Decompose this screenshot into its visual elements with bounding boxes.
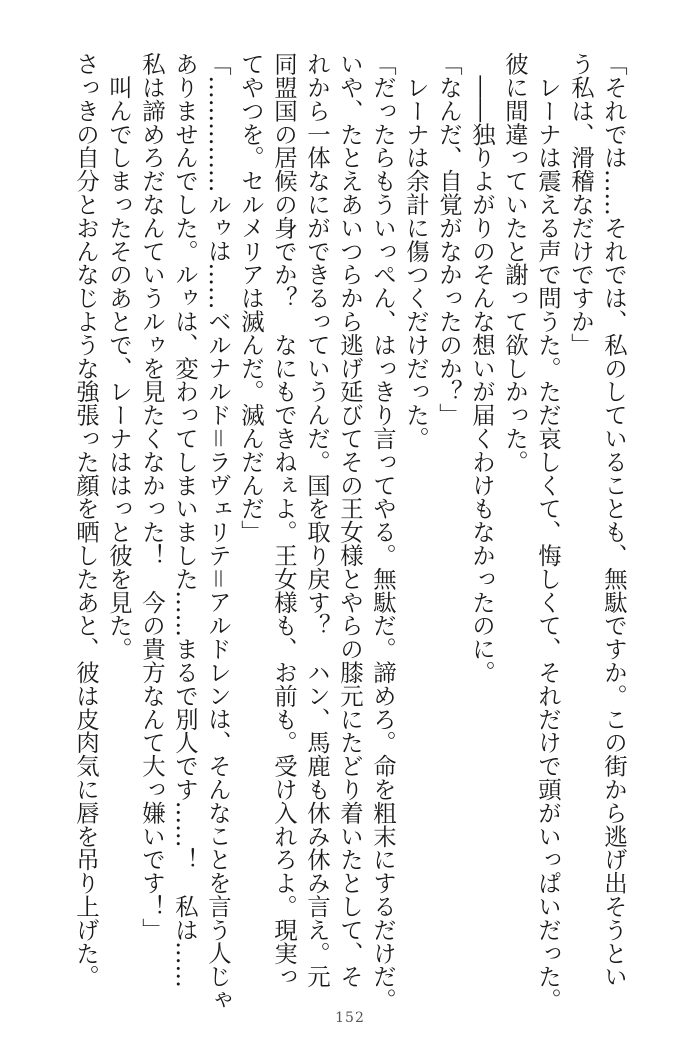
text-line-16: 叫んでしまったそのあとで、レーナははっと彼を見た。: [105, 52, 133, 661]
text-line-4: 彼に間違っていたと謝って欲しかった。: [501, 52, 529, 474]
text-line-14: ありませんでした。ルゥは、変わってしまいました……まるで別人です……！ 私は……: [171, 52, 199, 988]
text-line-8: 「だったらもういっぺん、はっきり言ってやる。無駄だ。諦めろ。命を粗末にするだけだ。: [369, 52, 397, 1012]
text-line-12: てやつを。セルメリアは滅んだ。滅んだんだ」: [237, 52, 265, 544]
text-line-10: れから一体なにができるっていうんだ。国を取り戻す？ ハン、馬鹿も休み休み言え。元: [303, 52, 331, 988]
text-line-1: 「それでは……それでは、私のしていることも、無駄ですか。この街から逃げ出そうとい: [600, 52, 628, 988]
page-number: 152: [335, 1010, 365, 1026]
text-line-15: 私は諦めろだなんていうルゥを見たくなかった！ 今の貴方なんて大っ嫌いです！」: [138, 52, 166, 942]
text-line-5: ――独りよがりのそんな想いが届くわけもなかったのに。: [468, 52, 496, 684]
text-line-17: さっきの自分とおんなじような強張った顔を晒したあと、彼は皮肉気に唇を吊り上げた。: [72, 52, 100, 988]
text-line-13: 「……………ルゥは……ベルナルド＝ラヴェリテ＝アルドレンは、そんなことを言う人じゃ: [204, 52, 232, 1012]
text-line-3: レーナは震える声で問うた。ただ哀しくて、悔しくて、それだけで頭がいっぱいだった。: [534, 52, 562, 1012]
text-line-2: う私は、滑稽なだけですか」: [567, 52, 595, 357]
text-line-6: 「なんだ、自覚がなかったのか？」: [435, 52, 463, 427]
text-line-11: 同盟国の居候の身でか？ なにもできねぇよ。王女様も、お前も。受け入れろよ。現実っ: [270, 52, 298, 988]
text-line-7: レーナは余計に傷つくだけだった。: [402, 52, 430, 450]
text-line-9: いや、たとえあいつらから逃げ延びてその王女様とやらの膝元にたどり着いたとして、そ: [336, 52, 364, 988]
